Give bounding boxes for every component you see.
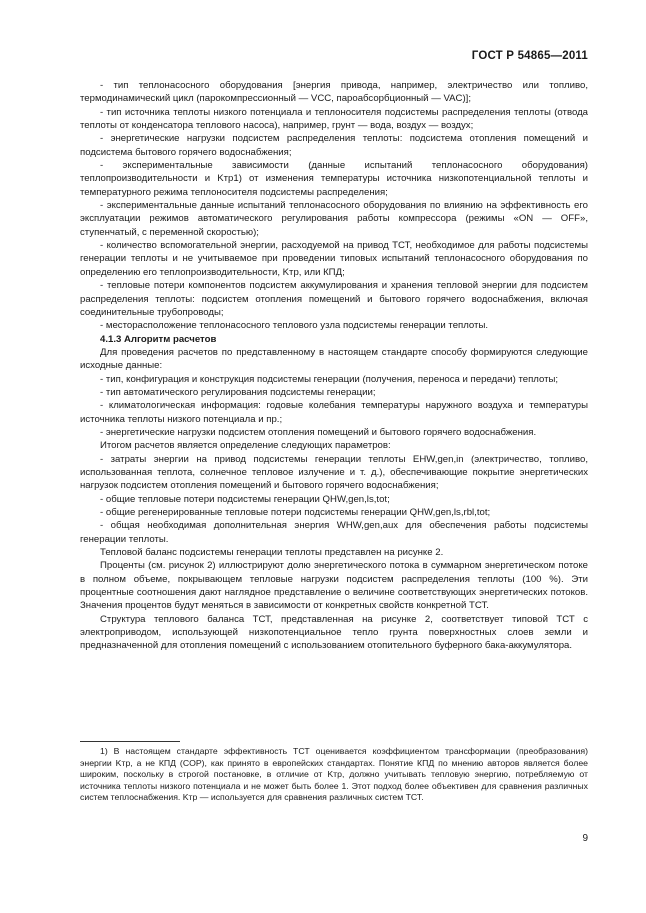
paragraph: - тип теплонасосного оборудования [энергия привода, например, электричество или топливо, термодинамический цикл (парокомпрессионный — VCC, пароабсорбционный — VAC)]; bbox=[80, 80, 588, 105]
paragraph: - общие регенерированные тепловые потери подсистемы генерации QHW,gen,ls,rbl,tot; bbox=[100, 507, 491, 518]
paragraph: - тип, конфигурация и конструкция подсистемы генерации (получения, переноса и передачи) теплоты; bbox=[100, 373, 559, 385]
paragraph: - энергетические нагрузки подсистем распределения теплоты: подсистема отопления помещений и подсистема бытового горячего водоснабжения; bbox=[80, 133, 588, 158]
paragraph: - энергетические нагрузки подсистем отопления помещений и бытового горячего водоснабжения. bbox=[100, 426, 537, 438]
paragraph: - тепловые потери компонентов подсистем аккумулирования и хранения тепловой энергии для подсистем распределения теплоты: подсистем отопления помещений и бытового горячего водоснабжения, включая соединительные трубопроводы; bbox=[80, 280, 588, 318]
paragraph: - экспериментальные данные испытаний теплонасосного оборудования по влиянию на эффективность его эксплуатации режимов автоматического регулирования работы компрессора (режимы «ON — OFF», ступенчатый, с переменной скоростью); bbox=[80, 200, 588, 238]
paragraph: Структура теплового баланса ТСТ, представленная на рисунке 2, соответствует типовой ТСТ с электроприводом, использующей низкопотенциальное тепло грунта поверхностных слоев земли и предназначенной для отопления помещений с использованием отопительного буферного бака-аккумулятора. bbox=[80, 613, 588, 652]
paragraph: - общая необходимая дополнительная энергия WHW,gen,aux для обеспечения работы подсистемы генерации теплоты. bbox=[80, 520, 588, 545]
paragraph: - месторасположение теплонасосного теплового узла подсистемы генерации теплоты. bbox=[100, 320, 489, 332]
paragraph: - количество вспомогательной энергии, расходуемой на привод ТСТ, необходимое для работы подсистемы генерации теплоты и не учитываемое при проведении типовых испытаний теплонасосного оборудования по определению его теплопроизводительности, Kтр, или КПД; bbox=[80, 240, 588, 278]
footnote: 1) В настоящем стандарте эффективность ТСТ оценивается коэффициентом трансформации (преобразования) энергии Kтр, а не КПД (COP), как принято в европейских стандартах. Понятие КПД по мнению авторов является более широким, поскольку в строгой постановке, в отличие от Kтр, должно учитывать тепловую энергию, потребляемую от источника теплоты низкого потенциала и не может быть более 1. Этот подход более объективен для сравнения различных систем теплоснабжения. Kтр — используется для сравнения различных систем ТСТ. bbox=[80, 746, 588, 803]
paragraph: - затраты энергии на привод подсистемы генерации теплоты EHW,gen,in (электричество, топливо, использованная теплота, солнечное тепловое излучение и т. д.), обеспечивающие покрытие энергетических нагрузок подсистем отопления помещений и бытового горячего водоснабжения; bbox=[80, 453, 588, 492]
document-header: ГОСТ Р 54865—2011 bbox=[471, 50, 588, 62]
footnote-divider bbox=[80, 741, 180, 742]
paragraph: Для проведения расчетов по представленному в настоящем стандарте способу формируются следующие исходные данные: bbox=[80, 346, 588, 372]
section-title: 4.1.3 Алгоритм расчетов bbox=[100, 333, 217, 345]
main-text bbox=[80, 79, 588, 653]
paragraph: Итогом расчетов является определение следующих параметров: bbox=[100, 440, 391, 452]
paragraph: - экспериментальные зависимости (данные испытаний теплонасосного оборудования) теплопроизводительности и Kтр1) от изменения температуры источника низкопотенциальной теплоты и температурного режима теплоносителя подсистемы распределения; bbox=[80, 160, 588, 198]
paragraph: - тип источника теплоты низкого потенциала и теплоносителя подсистемы распределения теплоты (отвода теплоты от конденсатора теплового насоса), например, грунт — вода, воздух — воздух; bbox=[80, 106, 588, 132]
paragraph: - климатологическая информация: годовые колебания температуры наружного воздуха и температуры источника теплоты низкого потенциала и пр.; bbox=[80, 400, 588, 425]
paragraph: - тип автоматического регулирования подсистемы генерации; bbox=[100, 386, 376, 398]
paragraph: Проценты (см. рисунок 2) иллюстрируют долю энергетического потока в суммарном энергетическом потоке в полном объеме, покрывающем тепловые нагрузки подсистем распределения теплоты (100 %). Эти процентные соотношения дают наглядное представление о величине соответствующих энергетических потоков. Значения процентов будут меняться в зависимости от конкретных свойств конкретной ТСТ. bbox=[80, 560, 588, 612]
paragraph: - общие тепловые потери подсистемы генерации QHW,gen,ls,tot; bbox=[100, 493, 390, 505]
paragraph: Тепловой баланс подсистемы генерации теплоты представлен на рисунке 2. bbox=[100, 547, 444, 559]
footnotes bbox=[80, 746, 588, 804]
page-number: 9 bbox=[582, 833, 588, 844]
